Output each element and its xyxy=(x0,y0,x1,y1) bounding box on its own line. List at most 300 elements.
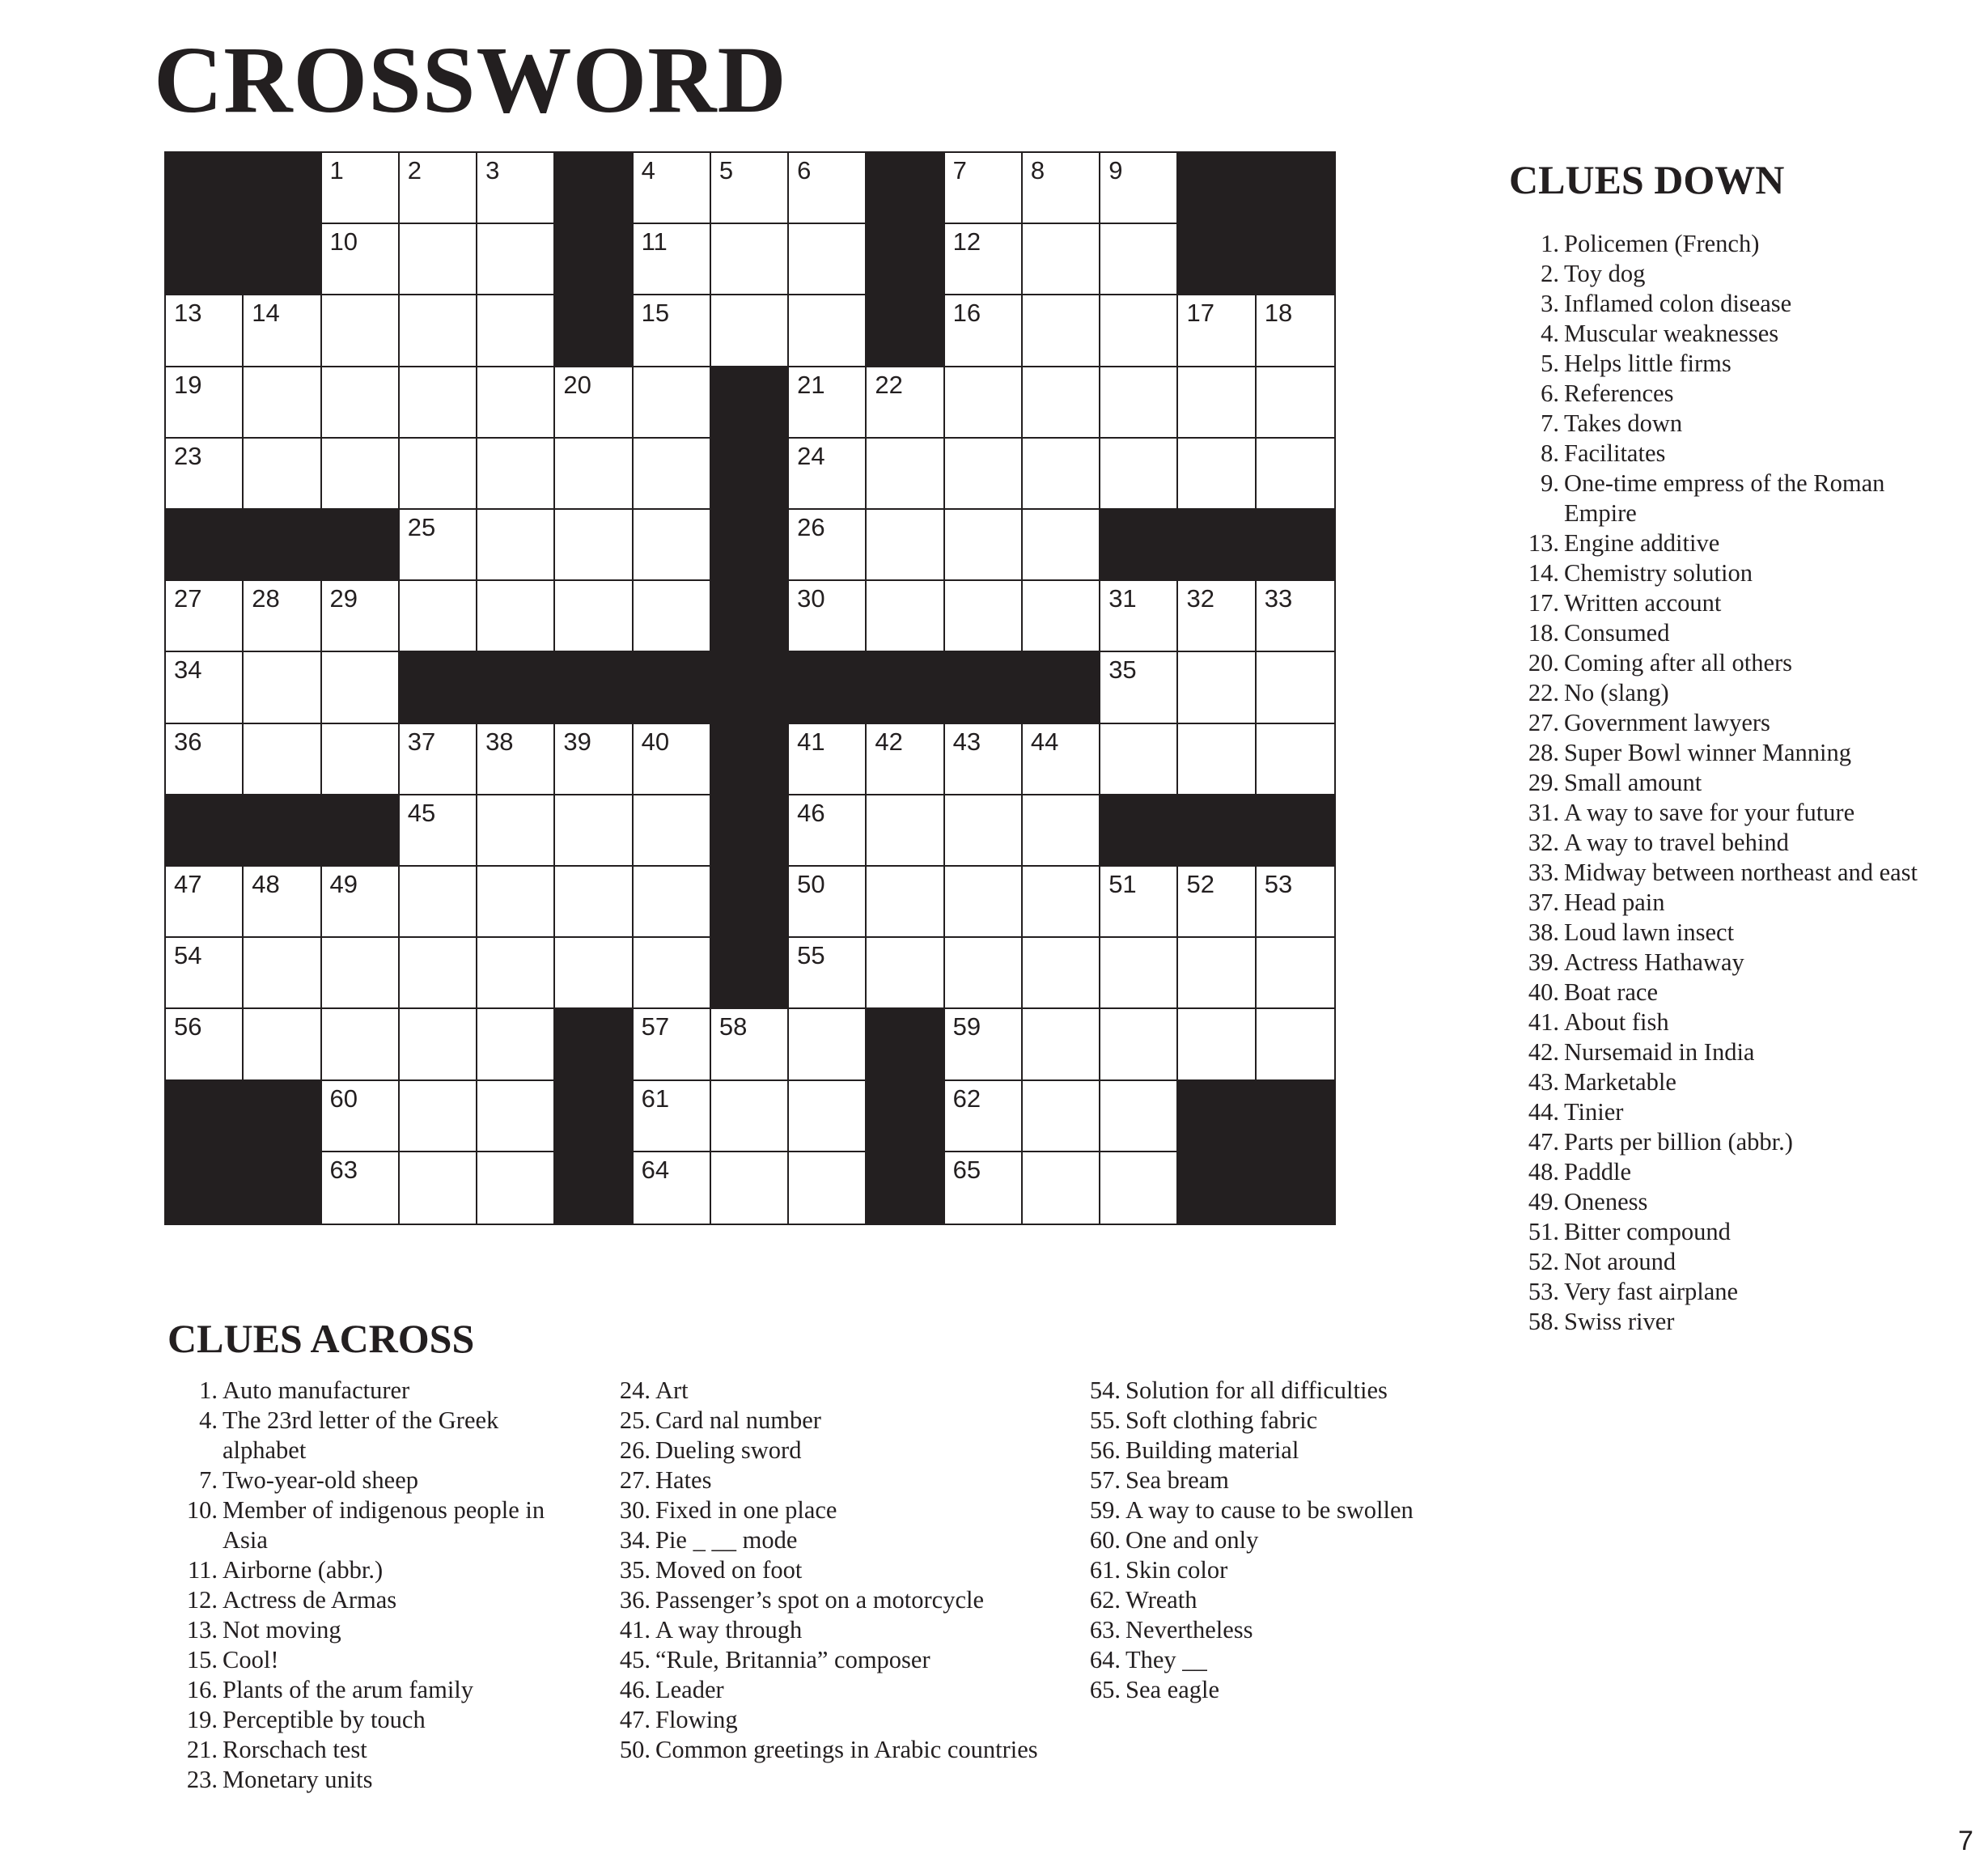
grid-cell[interactable] xyxy=(400,367,477,439)
grid-cell[interactable] xyxy=(166,938,244,1009)
grid-cell[interactable] xyxy=(322,295,400,367)
grid-block xyxy=(711,867,789,938)
grid-cell[interactable] xyxy=(477,295,555,367)
down-clue xyxy=(1509,229,1962,259)
down-clue xyxy=(1509,1187,1962,1217)
grid-cell[interactable] xyxy=(867,510,944,581)
across-clue xyxy=(1070,1555,1524,1585)
clue-text: Super Bowl winner Manning xyxy=(1564,739,1851,766)
grid-cell[interactable] xyxy=(634,938,711,1009)
grid-cell[interactable] xyxy=(322,439,400,510)
grid-cell[interactable] xyxy=(477,1152,555,1224)
cell-number: 62 xyxy=(952,1084,981,1113)
grid-cell[interactable] xyxy=(711,153,789,224)
clue-number: 24. xyxy=(619,1376,651,1404)
grid-cell[interactable] xyxy=(1100,938,1178,1009)
grid-cell[interactable] xyxy=(945,1081,1023,1152)
grid-cell[interactable] xyxy=(1023,224,1100,295)
cell-number: 40 xyxy=(641,727,670,756)
grid-cell[interactable] xyxy=(477,938,555,1009)
grid-cell[interactable] xyxy=(1178,367,1256,439)
grid-cell[interactable] xyxy=(711,1081,789,1152)
grid-cell[interactable] xyxy=(711,1152,789,1224)
clue-text: Nevertheless xyxy=(1125,1616,1253,1644)
grid-cell[interactable] xyxy=(400,724,477,795)
clue-number: 4. xyxy=(199,1406,218,1434)
grid-block xyxy=(555,652,633,723)
clue-number: 29. xyxy=(1528,769,1559,796)
grid-cell[interactable] xyxy=(867,938,944,1009)
grid-cell[interactable] xyxy=(400,1081,477,1152)
grid-cell[interactable] xyxy=(1257,652,1334,723)
grid-cell[interactable] xyxy=(244,439,321,510)
clue-text: Sea eagle xyxy=(1125,1676,1219,1703)
cell-number: 20 xyxy=(563,370,591,399)
cell-number: 35 xyxy=(1108,655,1137,685)
grid-cell[interactable] xyxy=(244,367,321,439)
down-clue xyxy=(1509,1277,1962,1307)
down-clue xyxy=(1509,858,1962,888)
cell-number: 58 xyxy=(718,1012,748,1041)
grid-cell[interactable] xyxy=(1100,224,1178,295)
grid-cell[interactable] xyxy=(1023,367,1100,439)
clue-text: Policemen (French) xyxy=(1564,230,1760,257)
grid-cell[interactable] xyxy=(634,1152,711,1224)
grid-cell[interactable] xyxy=(322,1081,400,1152)
down-clue xyxy=(1509,349,1962,379)
clue-text: Flowing xyxy=(655,1706,738,1733)
grid-cell[interactable] xyxy=(945,938,1023,1009)
grid-cell[interactable] xyxy=(166,367,244,439)
clue-text: One and only xyxy=(1125,1526,1259,1554)
grid-cell[interactable] xyxy=(711,1009,789,1080)
grid-cell[interactable] xyxy=(477,724,555,795)
down-clue xyxy=(1509,1307,1962,1337)
grid-cell[interactable] xyxy=(789,795,867,867)
grid-cell[interactable] xyxy=(1023,795,1100,867)
grid-cell[interactable] xyxy=(555,938,633,1009)
grid-cell[interactable] xyxy=(1100,1152,1178,1224)
across-clue xyxy=(167,1406,588,1465)
across-clue xyxy=(167,1555,588,1585)
grid-cell[interactable] xyxy=(1178,581,1256,652)
grid-cell[interactable] xyxy=(400,795,477,867)
grid-cell[interactable] xyxy=(166,581,244,652)
cell-number: 1 xyxy=(329,156,344,185)
grid-cell[interactable] xyxy=(244,1009,321,1080)
cell-number: 37 xyxy=(407,727,436,756)
across-clue xyxy=(600,1495,1053,1525)
grid-cell[interactable] xyxy=(945,510,1023,581)
grid-cell[interactable] xyxy=(789,867,867,938)
cell-number: 7 xyxy=(952,156,967,185)
clue-text: Nursemaid in India xyxy=(1564,1038,1755,1066)
grid-cell[interactable] xyxy=(867,581,944,652)
clue-number: 1. xyxy=(199,1376,218,1404)
grid-cell[interactable] xyxy=(555,795,633,867)
clue-number: 41. xyxy=(1528,1008,1559,1036)
grid-cell[interactable] xyxy=(166,1009,244,1080)
grid-cell[interactable] xyxy=(634,1009,711,1080)
clue-number: 53. xyxy=(1528,1278,1559,1305)
down-clue xyxy=(1509,1037,1962,1067)
clue-number: 43. xyxy=(1528,1068,1559,1096)
grid-block xyxy=(711,724,789,795)
grid-cell[interactable] xyxy=(1023,938,1100,1009)
across-clue xyxy=(600,1376,1053,1406)
grid-cell[interactable] xyxy=(477,1009,555,1080)
grid-cell[interactable] xyxy=(477,367,555,439)
clue-number: 22. xyxy=(1528,679,1559,706)
grid-cell[interactable] xyxy=(1178,938,1256,1009)
grid-cell[interactable] xyxy=(1023,153,1100,224)
grid-cell[interactable] xyxy=(400,938,477,1009)
grid-cell[interactable] xyxy=(789,295,867,367)
clue-number: 47. xyxy=(1528,1128,1559,1156)
grid-cell[interactable] xyxy=(477,224,555,295)
grid-cell[interactable] xyxy=(322,652,400,723)
down-clue xyxy=(1509,379,1962,409)
grid-cell[interactable] xyxy=(1023,295,1100,367)
grid-cell[interactable] xyxy=(1100,295,1178,367)
grid-cell[interactable] xyxy=(789,938,867,1009)
clue-number: 7. xyxy=(199,1466,218,1494)
down-clue xyxy=(1509,918,1962,948)
grid-cell[interactable] xyxy=(945,795,1023,867)
clue-text: A way to save for your future xyxy=(1564,799,1855,826)
cell-number: 17 xyxy=(1186,299,1214,328)
grid-cell[interactable] xyxy=(711,295,789,367)
down-clue xyxy=(1509,588,1962,618)
grid-block xyxy=(322,510,400,581)
grid-cell[interactable] xyxy=(867,867,944,938)
grid-cell[interactable] xyxy=(945,295,1023,367)
cell-number: 32 xyxy=(1186,584,1214,613)
grid-cell[interactable] xyxy=(166,295,244,367)
grid-cell[interactable] xyxy=(555,510,633,581)
grid-cell[interactable] xyxy=(867,795,944,867)
grid-cell[interactable] xyxy=(945,224,1023,295)
grid-cell[interactable] xyxy=(945,1009,1023,1080)
across-clue xyxy=(600,1705,1053,1735)
grid-cell[interactable] xyxy=(789,439,867,510)
grid-cell[interactable] xyxy=(789,1081,867,1152)
grid-cell[interactable] xyxy=(166,867,244,938)
clue-number: 8. xyxy=(1541,439,1559,467)
clue-number: 21. xyxy=(186,1736,218,1763)
grid-cell[interactable] xyxy=(1257,938,1334,1009)
cell-number: 4 xyxy=(641,156,655,185)
grid-cell[interactable] xyxy=(634,581,711,652)
clue-number: 4. xyxy=(1541,320,1559,347)
grid-cell[interactable] xyxy=(1257,295,1334,367)
clue-text: Midway between northeast and east xyxy=(1564,859,1918,886)
across-clue xyxy=(1070,1675,1524,1705)
grid-cell[interactable] xyxy=(789,510,867,581)
grid-cell[interactable] xyxy=(322,153,400,224)
clue-text: Fixed in one place xyxy=(655,1496,837,1524)
across-clue xyxy=(600,1525,1053,1555)
grid-block xyxy=(711,795,789,867)
grid-cell[interactable] xyxy=(1257,1009,1334,1080)
grid-cell[interactable] xyxy=(1023,510,1100,581)
cell-number: 2 xyxy=(407,156,422,185)
grid-cell[interactable] xyxy=(400,581,477,652)
grid-cell[interactable] xyxy=(945,581,1023,652)
grid-cell[interactable] xyxy=(555,367,633,439)
grid-cell[interactable] xyxy=(322,224,400,295)
grid-cell[interactable] xyxy=(634,1081,711,1152)
grid-cell[interactable] xyxy=(477,581,555,652)
grid-cell[interactable] xyxy=(477,153,555,224)
grid-cell[interactable] xyxy=(945,724,1023,795)
grid-cell[interactable] xyxy=(1257,367,1334,439)
grid-cell[interactable] xyxy=(1257,439,1334,510)
grid-cell[interactable] xyxy=(477,795,555,867)
grid-cell[interactable] xyxy=(244,581,321,652)
grid-block xyxy=(1178,1081,1256,1152)
grid-cell[interactable] xyxy=(166,652,244,723)
clue-text: No (slang) xyxy=(1564,679,1669,706)
down-clue xyxy=(1509,469,1962,528)
grid-block xyxy=(166,224,244,295)
grid-cell[interactable] xyxy=(1178,295,1256,367)
grid-cell[interactable] xyxy=(1178,652,1256,723)
grid-block xyxy=(867,295,944,367)
grid-cell[interactable] xyxy=(166,439,244,510)
grid-block xyxy=(244,1081,321,1152)
across-clue xyxy=(600,1406,1053,1436)
grid-cell[interactable] xyxy=(477,1081,555,1152)
clue-text: Facilitates xyxy=(1564,439,1666,467)
grid-cell[interactable] xyxy=(322,867,400,938)
clue-text: About fish xyxy=(1564,1008,1669,1036)
clue-number: 12. xyxy=(186,1586,218,1614)
grid-cell[interactable] xyxy=(1023,1081,1100,1152)
cell-number: 29 xyxy=(329,584,358,613)
grid-cell[interactable] xyxy=(244,938,321,1009)
grid-cell[interactable] xyxy=(166,724,244,795)
grid-cell[interactable] xyxy=(244,724,321,795)
grid-block xyxy=(1023,652,1100,723)
down-clue xyxy=(1509,1127,1962,1157)
grid-cell[interactable] xyxy=(867,439,944,510)
grid-block xyxy=(867,1009,944,1080)
grid-cell[interactable] xyxy=(1100,153,1178,224)
grid-cell[interactable] xyxy=(400,295,477,367)
grid-cell[interactable] xyxy=(1100,439,1178,510)
grid-cell[interactable] xyxy=(789,1152,867,1224)
grid-cell[interactable] xyxy=(789,724,867,795)
clue-number: 44. xyxy=(1528,1098,1559,1126)
grid-block xyxy=(244,795,321,867)
across-clue xyxy=(1070,1615,1524,1645)
grid-cell[interactable] xyxy=(634,795,711,867)
grid-cell[interactable] xyxy=(400,510,477,581)
grid-cell[interactable] xyxy=(322,724,400,795)
grid-cell[interactable] xyxy=(634,367,711,439)
down-clue xyxy=(1509,828,1962,858)
grid-cell[interactable] xyxy=(1023,581,1100,652)
down-clue xyxy=(1509,888,1962,918)
grid-cell[interactable] xyxy=(555,581,633,652)
grid-cell[interactable] xyxy=(1257,724,1334,795)
grid-cell[interactable] xyxy=(400,1009,477,1080)
grid-block xyxy=(711,439,789,510)
clue-text: Leader xyxy=(655,1676,724,1703)
across-clue xyxy=(1070,1495,1524,1525)
grid-cell[interactable] xyxy=(634,439,711,510)
grid-cell[interactable] xyxy=(322,938,400,1009)
grid-cell[interactable] xyxy=(867,724,944,795)
grid-cell[interactable] xyxy=(244,652,321,723)
clue-text: Toy dog xyxy=(1564,260,1646,287)
across-clue xyxy=(600,1465,1053,1495)
clue-text: Bitter compound xyxy=(1564,1218,1731,1245)
clue-text: Small amount xyxy=(1564,769,1702,796)
clue-text: Dueling sword xyxy=(655,1436,802,1464)
grid-block xyxy=(634,652,711,723)
grid-cell[interactable] xyxy=(789,1009,867,1080)
cell-number: 19 xyxy=(174,370,202,399)
cell-number: 46 xyxy=(797,798,825,827)
grid-cell[interactable] xyxy=(555,724,633,795)
grid-cell[interactable] xyxy=(1178,439,1256,510)
grid-cell[interactable] xyxy=(867,367,944,439)
grid-block xyxy=(711,581,789,652)
grid-cell[interactable] xyxy=(789,581,867,652)
grid-cell[interactable] xyxy=(1178,724,1256,795)
grid-cell[interactable] xyxy=(945,867,1023,938)
grid-cell[interactable] xyxy=(400,153,477,224)
grid-cell[interactable] xyxy=(1023,867,1100,938)
grid-cell[interactable] xyxy=(945,439,1023,510)
clue-number: 10. xyxy=(186,1496,218,1524)
grid-cell[interactable] xyxy=(1100,367,1178,439)
grid-cell[interactable] xyxy=(555,439,633,510)
grid-cell[interactable] xyxy=(1257,581,1334,652)
grid-cell[interactable] xyxy=(789,224,867,295)
grid-cell[interactable] xyxy=(322,1152,400,1224)
cell-number: 39 xyxy=(563,727,591,756)
across-clue xyxy=(600,1555,1053,1585)
across-clue xyxy=(1070,1406,1524,1436)
grid-block xyxy=(945,652,1023,723)
grid-cell[interactable] xyxy=(477,439,555,510)
grid-cell[interactable] xyxy=(322,367,400,439)
across-clue xyxy=(167,1765,588,1795)
grid-block xyxy=(555,295,633,367)
grid-cell[interactable] xyxy=(1023,1152,1100,1224)
clue-text: Airborne (abbr.) xyxy=(223,1556,384,1584)
cell-number: 57 xyxy=(641,1012,670,1041)
grid-cell[interactable] xyxy=(1178,1009,1256,1080)
clue-number: 48. xyxy=(1528,1158,1559,1185)
clue-text: Two-year-old sheep xyxy=(223,1466,419,1494)
grid-cell[interactable] xyxy=(1100,1009,1178,1080)
grid-cell[interactable] xyxy=(1178,867,1256,938)
grid-cell[interactable] xyxy=(322,1009,400,1080)
grid-cell[interactable] xyxy=(244,295,321,367)
grid-cell[interactable] xyxy=(1257,867,1334,938)
clue-number: 32. xyxy=(1528,829,1559,856)
grid-cell[interactable] xyxy=(634,295,711,367)
grid-cell[interactable] xyxy=(1023,724,1100,795)
grid-block xyxy=(166,510,244,581)
clue-number: 3. xyxy=(1541,290,1559,317)
clue-number: 20. xyxy=(1528,649,1559,677)
clue-text: One-time empress of the Roman Empire xyxy=(1564,469,1885,527)
grid-cell[interactable] xyxy=(1100,1081,1178,1152)
grid-cell[interactable] xyxy=(1100,867,1178,938)
grid-cell[interactable] xyxy=(477,510,555,581)
grid-cell[interactable] xyxy=(945,1152,1023,1224)
clues-across-list-3 xyxy=(1070,1376,1524,1705)
down-clue xyxy=(1509,528,1962,558)
clue-text: Boat race xyxy=(1564,978,1658,1006)
clue-text: Perceptible by touch xyxy=(223,1706,426,1733)
grid-cell[interactable] xyxy=(244,867,321,938)
grid-cell[interactable] xyxy=(634,224,711,295)
clue-text: Not around xyxy=(1564,1248,1676,1275)
grid-cell[interactable] xyxy=(634,867,711,938)
grid-cell[interactable] xyxy=(1100,581,1178,652)
cell-number: 34 xyxy=(174,655,202,685)
cell-number: 10 xyxy=(329,227,358,257)
grid-cell[interactable] xyxy=(400,439,477,510)
grid-cell[interactable] xyxy=(634,510,711,581)
grid-cell[interactable] xyxy=(555,867,633,938)
down-clue xyxy=(1509,319,1962,349)
grid-cell[interactable] xyxy=(945,367,1023,439)
clue-text: Engine additive xyxy=(1564,529,1720,557)
clue-text: Inflamed colon disease xyxy=(1564,290,1792,317)
clue-number: 2. xyxy=(1541,260,1559,287)
grid-cell[interactable] xyxy=(477,867,555,938)
grid-cell[interactable] xyxy=(789,153,867,224)
clue-text: Takes down xyxy=(1564,409,1683,437)
down-clue xyxy=(1509,798,1962,828)
grid-cell[interactable] xyxy=(711,224,789,295)
grid-cell[interactable] xyxy=(945,153,1023,224)
grid-cell[interactable] xyxy=(789,367,867,439)
grid-block xyxy=(400,652,477,723)
clues-down-list xyxy=(1509,229,1962,1337)
grid-cell[interactable] xyxy=(1100,652,1178,723)
grid-block xyxy=(1257,1081,1334,1152)
clue-number: 54. xyxy=(1089,1376,1121,1404)
cell-number: 13 xyxy=(174,299,202,328)
down-clue xyxy=(1509,948,1962,978)
clue-text: Wreath xyxy=(1125,1586,1197,1614)
clue-text: Passenger’s spot on a motorcycle xyxy=(655,1586,985,1614)
clue-number: 37. xyxy=(1528,889,1559,916)
cell-number: 33 xyxy=(1264,584,1293,613)
grid-cell[interactable] xyxy=(1100,724,1178,795)
grid-cell[interactable] xyxy=(400,1152,477,1224)
grid-cell[interactable] xyxy=(634,724,711,795)
grid-cell[interactable] xyxy=(1023,439,1100,510)
grid-cell[interactable] xyxy=(400,867,477,938)
clue-number: 30. xyxy=(619,1496,651,1524)
cell-number: 36 xyxy=(174,727,202,756)
grid-cell[interactable] xyxy=(634,153,711,224)
grid-cell[interactable] xyxy=(1023,1009,1100,1080)
cell-number: 31 xyxy=(1108,584,1137,613)
clue-text: Building material xyxy=(1125,1436,1299,1464)
grid-cell[interactable] xyxy=(322,581,400,652)
grid-cell[interactable] xyxy=(400,224,477,295)
